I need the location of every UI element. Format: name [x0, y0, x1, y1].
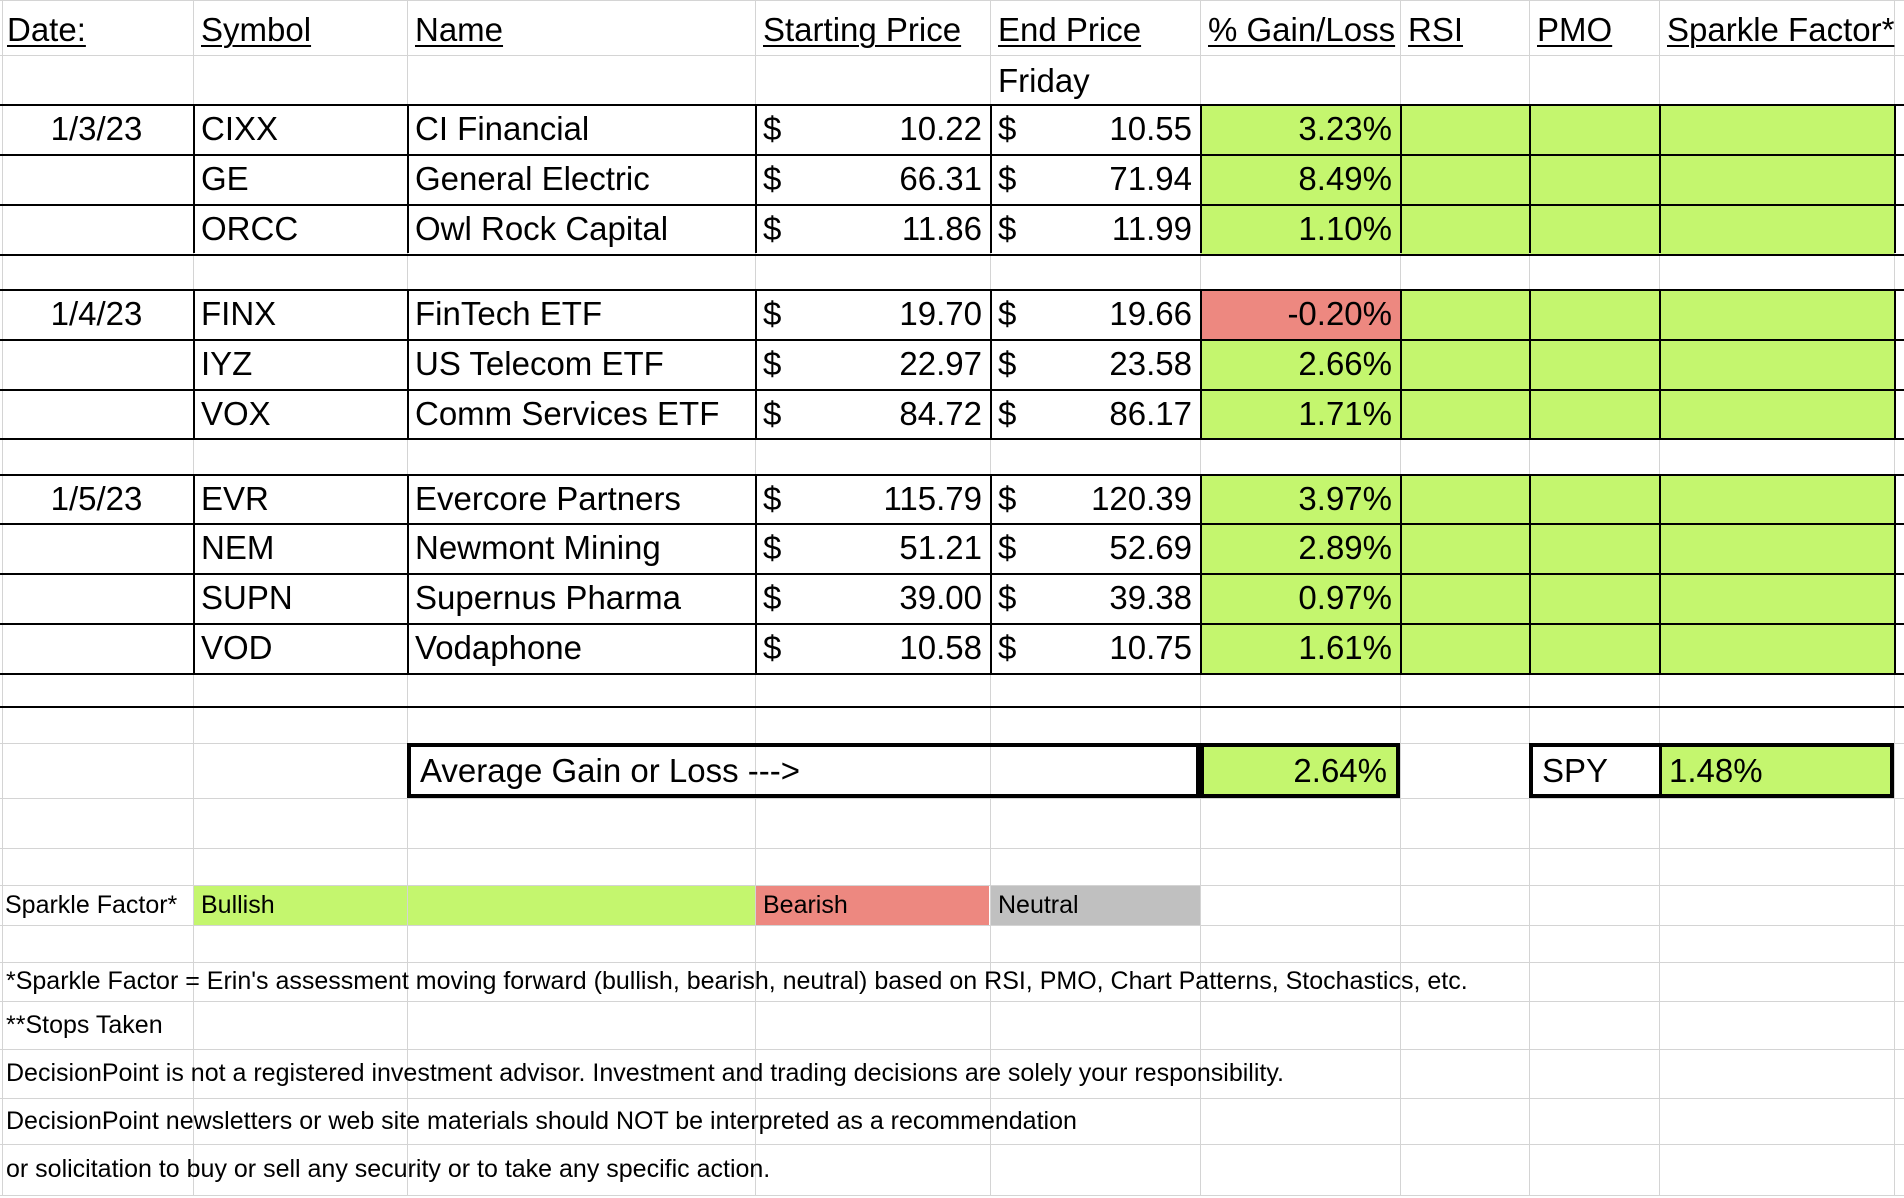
row-gain-loss[interactable]: 2.89%: [1298, 529, 1392, 566]
row-end-price[interactable]: 11.99: [1111, 210, 1192, 247]
avg-value[interactable]: 2.64%: [1293, 752, 1387, 789]
row-symbol[interactable]: CIXX: [201, 110, 279, 147]
header-starting-price[interactable]: Starting Price: [763, 11, 962, 48]
row-currency[interactable]: $: [998, 480, 1017, 517]
row-gain-loss[interactable]: 2.66%: [1298, 345, 1392, 382]
indicator-fill: [1400, 523, 1894, 573]
block-border: [0, 673, 1904, 675]
row-date[interactable]: [0, 389, 193, 439]
row-currency[interactable]: $: [998, 395, 1017, 432]
row-starting-price[interactable]: 39.00: [899, 579, 982, 616]
grid-line: [0, 848, 1904, 849]
row-date[interactable]: [0, 339, 193, 389]
row-name[interactable]: CI Financial: [415, 110, 590, 147]
row-symbol[interactable]: FINX: [201, 295, 277, 332]
row-starting-price[interactable]: 22.97: [899, 345, 982, 382]
row-name[interactable]: General Electric: [415, 160, 650, 197]
row-gain-loss[interactable]: 1.61%: [1298, 629, 1392, 666]
indicator-fill: [1400, 573, 1894, 623]
indicator-fill: [1400, 623, 1894, 673]
row-end-price[interactable]: 52.69: [1109, 529, 1192, 566]
row-symbol[interactable]: ORCC: [201, 210, 299, 247]
row-gain-loss[interactable]: 3.97%: [1298, 480, 1392, 517]
row-currency[interactable]: $: [763, 579, 782, 616]
row-date[interactable]: [0, 204, 193, 254]
grid-line: [0, 925, 1904, 926]
header-symbol[interactable]: Symbol: [201, 11, 312, 48]
row-date[interactable]: 1/3/23: [50, 110, 143, 147]
row-currency[interactable]: $: [763, 529, 782, 566]
legend-bullish[interactable]: Bullish: [201, 890, 275, 919]
block-border: [1529, 474, 1531, 673]
row-symbol[interactable]: VOX: [201, 395, 271, 432]
row-symbol[interactable]: VOD: [201, 629, 273, 666]
header-end-price-sub[interactable]: Friday: [998, 61, 1090, 99]
row-currency[interactable]: $: [998, 579, 1017, 616]
grid-line: [0, 1195, 1904, 1196]
indicator-fill: [1400, 104, 1894, 154]
header-sparkle-factor[interactable]: Sparkle Factor*: [1667, 11, 1895, 48]
header-pmo[interactable]: PMO: [1537, 11, 1613, 48]
block-border: [1894, 474, 1896, 673]
row-currency[interactable]: $: [763, 345, 782, 382]
header-date[interactable]: Date:: [7, 11, 86, 48]
row-name[interactable]: Vodaphone: [415, 629, 583, 666]
row-end-price[interactable]: 23.58: [1109, 345, 1192, 382]
row-currency[interactable]: $: [998, 160, 1017, 197]
header-end-price[interactable]: End Price: [998, 11, 1142, 48]
row-date[interactable]: [0, 523, 193, 573]
row-currency[interactable]: $: [763, 629, 782, 666]
row-name[interactable]: Supernus Pharma: [415, 579, 681, 616]
row-symbol[interactable]: IYZ: [201, 345, 253, 382]
row-starting-price[interactable]: 19.70: [899, 295, 982, 332]
row-symbol[interactable]: NEM: [201, 529, 275, 566]
row-name[interactable]: Evercore Partners: [415, 480, 681, 517]
row-name[interactable]: US Telecom ETF: [415, 345, 664, 382]
legend-neutral[interactable]: Neutral: [998, 890, 1079, 919]
row-currency[interactable]: $: [763, 395, 782, 432]
row-name[interactable]: Newmont Mining: [415, 529, 661, 566]
row-currency[interactable]: $: [763, 210, 782, 247]
block-border: [1659, 289, 1661, 438]
block-border: [1529, 104, 1531, 253]
block-border: [1894, 104, 1896, 253]
row-gain-loss[interactable]: 0.97%: [1298, 579, 1392, 616]
indicator-fill: [1400, 474, 1894, 524]
block-border: [0, 254, 1904, 256]
row-starting-price[interactable]: 51.21: [899, 529, 982, 566]
row-gain-loss[interactable]: -0.20%: [1287, 295, 1392, 332]
indicator-fill: [1400, 154, 1894, 204]
row-currency[interactable]: $: [998, 110, 1017, 147]
header-name[interactable]: Name: [415, 11, 504, 48]
block-border: [1529, 289, 1531, 438]
row-currency[interactable]: $: [998, 210, 1017, 247]
block-border: [1894, 289, 1896, 438]
row-starting-price[interactable]: 10.22: [899, 110, 982, 147]
row-date[interactable]: [0, 623, 193, 673]
row-starting-price[interactable]: 11.86: [901, 210, 982, 247]
spy-label[interactable]: SPY: [1542, 752, 1609, 789]
note-stops-taken[interactable]: **Stops Taken: [6, 1011, 163, 1039]
separator-line: [0, 706, 1904, 708]
legend-bearish[interactable]: Bearish: [763, 890, 848, 919]
row-starting-price[interactable]: 115.79: [883, 480, 982, 517]
row-name[interactable]: Comm Services ETF: [415, 395, 720, 432]
block-border: [1400, 474, 1402, 673]
row-date[interactable]: 1/4/23: [50, 295, 143, 332]
grid-line: [0, 798, 1904, 799]
row-gain-loss[interactable]: 1.71%: [1298, 395, 1392, 432]
row-currency[interactable]: $: [763, 110, 782, 147]
row-end-price[interactable]: 19.66: [1109, 295, 1192, 332]
grid-line: [0, 0, 1904, 1]
grid-line: [0, 55, 1904, 56]
block-border: [1400, 104, 1402, 253]
row-currency[interactable]: $: [998, 629, 1017, 666]
row-gain-loss[interactable]: 3.23%: [1298, 110, 1392, 147]
row-symbol[interactable]: GE: [201, 160, 249, 197]
header-gain-loss[interactable]: % Gain/Loss: [1208, 11, 1396, 48]
row-end-price[interactable]: 10.55: [1109, 110, 1192, 147]
block-border: [1659, 104, 1661, 253]
note-sparkle-definition[interactable]: *Sparkle Factor = Erin's assessment moving forward (bullish, bearish, neutral) based on RSI, PMO, Chart Patterns, Stochastics, etc.: [6, 967, 1468, 995]
disclaimer-line-1[interactable]: DecisionPoint is not a registered investment advisor. Investment and trading decisions are solely your responsibility.: [6, 1059, 1284, 1087]
row-end-price[interactable]: 39.38: [1109, 579, 1192, 616]
indicator-fill: [1400, 204, 1894, 254]
indicator-fill: [1400, 389, 1894, 439]
row-gain-loss[interactable]: 8.49%: [1298, 160, 1392, 197]
row-name[interactable]: FinTech ETF: [415, 295, 603, 332]
row-currency[interactable]: $: [998, 345, 1017, 382]
row-starting-price[interactable]: 66.31: [899, 160, 982, 197]
row-currency[interactable]: $: [998, 295, 1017, 332]
block-border: [1659, 474, 1661, 673]
row-currency[interactable]: $: [763, 295, 782, 332]
row-starting-price[interactable]: 84.72: [899, 395, 982, 432]
indicator-fill: [1400, 289, 1894, 339]
row-end-price[interactable]: 86.17: [1109, 395, 1192, 432]
block-border: [1400, 289, 1402, 438]
row-name[interactable]: Owl Rock Capital: [415, 210, 669, 247]
disclaimer-line-3[interactable]: or solicitation to buy or sell any security or to take any specific action.: [6, 1155, 771, 1183]
row-end-price[interactable]: 71.94: [1109, 160, 1192, 197]
row-date[interactable]: [0, 154, 193, 204]
legend-title[interactable]: Sparkle Factor*: [5, 890, 178, 919]
row-currency[interactable]: $: [998, 529, 1017, 566]
row-gain-loss[interactable]: 1.10%: [1298, 210, 1392, 247]
row-date[interactable]: [0, 573, 193, 623]
row-starting-price[interactable]: 10.58: [899, 629, 982, 666]
row-end-price[interactable]: 120.39: [1091, 480, 1192, 517]
row-symbol[interactable]: SUPN: [201, 579, 293, 616]
row-symbol[interactable]: EVR: [201, 480, 269, 517]
row-date[interactable]: 1/5/23: [50, 480, 143, 517]
avg-label[interactable]: Average Gain or Loss --->: [420, 752, 800, 789]
spy-value[interactable]: 1.48%: [1669, 752, 1763, 789]
row-end-price[interactable]: 10.75: [1109, 629, 1192, 666]
indicator-fill: [1400, 339, 1894, 389]
row-currency[interactable]: $: [763, 160, 782, 197]
row-currency[interactable]: $: [763, 480, 782, 517]
header-rsi[interactable]: RSI: [1408, 11, 1464, 48]
disclaimer-line-2[interactable]: DecisionPoint newsletters or web site materials should NOT be interpreted as a recommendation: [6, 1106, 1077, 1135]
